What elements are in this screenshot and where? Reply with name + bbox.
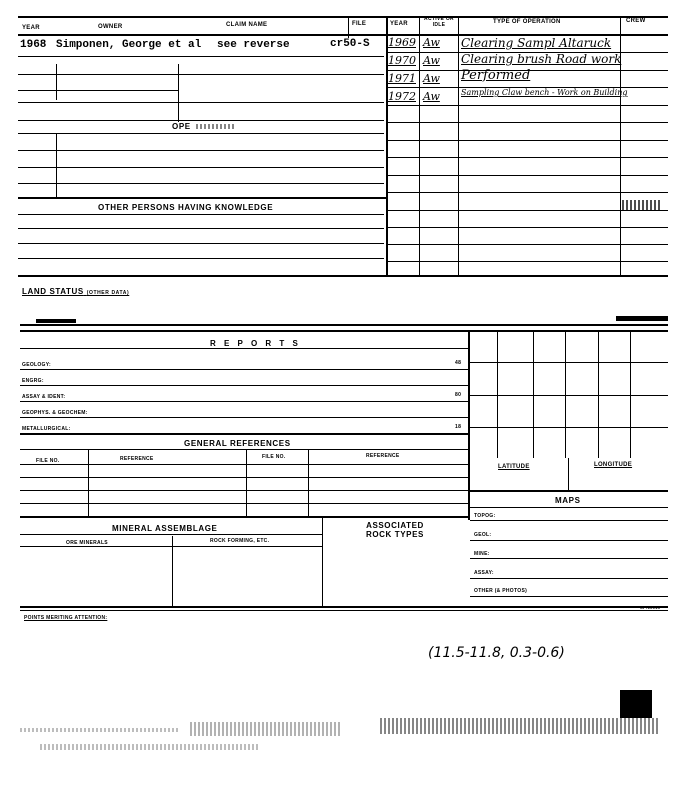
- land-status-sub: (OTHER DATA): [86, 290, 130, 296]
- operators-rule: [18, 150, 384, 151]
- other-persons-rule: [18, 214, 384, 215]
- scan-noise: [380, 718, 660, 734]
- report-engrg-label: ENGRG:: [22, 378, 44, 384]
- land-status-title: LAND STATUS: [22, 287, 84, 296]
- report-row-rule: [20, 417, 468, 418]
- mineral-right-divider: [322, 517, 323, 607]
- owner-row-rule: [18, 120, 384, 121]
- other-persons-rule: [18, 243, 384, 244]
- ref-col-divider: [88, 450, 89, 516]
- op-status-1: Aw: [423, 36, 440, 49]
- latitude-label: LATITUDE: [498, 464, 530, 470]
- reports-title: R E P O R T S: [210, 339, 301, 348]
- ref-header-rule: [20, 464, 468, 465]
- ref-col-reference-1: REFERENCE: [120, 456, 154, 462]
- rock-forming-label: ROCK FORMING, ETC.: [210, 538, 270, 544]
- header-year2: YEAR: [390, 21, 408, 27]
- report-metallurgical-num: 18: [455, 424, 462, 430]
- col-divider-status: [458, 18, 459, 276]
- top-rule: [18, 16, 668, 18]
- op-row-rule: [388, 210, 668, 211]
- ref-col-divider: [308, 450, 309, 516]
- bottom-form-rule: [20, 606, 668, 608]
- mineral-header-rule: [20, 546, 322, 547]
- grid-row: [470, 427, 668, 428]
- op-status-2: Aw: [423, 54, 440, 67]
- grid-col: [533, 330, 534, 458]
- owner-row-rule: [18, 56, 384, 57]
- ref-row-rule: [20, 477, 468, 478]
- owner-row-rule: [18, 90, 178, 91]
- smudge-left: [36, 319, 76, 323]
- op-row-rule: [388, 192, 668, 193]
- owner-row-rule: [18, 102, 384, 103]
- other-persons-label: OTHER PERSONS HAVING KNOWLEDGE: [98, 203, 274, 212]
- ref-row-rule: [20, 490, 468, 491]
- associated-rock-types-label: ASSOCIATED ROCK TYPES: [365, 521, 424, 539]
- smudge-crew: [622, 200, 662, 210]
- map-row-rule: [470, 540, 668, 541]
- report-geophys-label: GEOPHYS. & GEOCHEM:: [22, 410, 88, 416]
- report-assay-num: 80: [455, 392, 462, 398]
- land-status-label: [22, 287, 129, 296]
- operators-bottom-rule: [18, 197, 386, 199]
- scan-noise: [20, 728, 180, 732]
- col-divider-year: [419, 18, 420, 276]
- col-divider-file: [348, 18, 349, 38]
- grid-col: [565, 330, 566, 458]
- scan-blot: [620, 690, 652, 718]
- mineral-assemblage-title: MINERAL ASSEMBLAGE: [112, 524, 218, 533]
- entry-owner: Simponen, George et al: [56, 39, 202, 51]
- maps-title: MAPS: [555, 496, 581, 505]
- entry-claim-name: see reverse: [217, 39, 290, 51]
- other-persons-rule: [18, 258, 384, 259]
- op-row-rule: [388, 140, 668, 141]
- ref-bottom-rule: [20, 516, 468, 518]
- ref-col-file-no-1: FILE NO.: [36, 458, 60, 464]
- map-assay-label: ASSAY:: [474, 570, 494, 576]
- grid-row: [470, 362, 668, 363]
- owner-row-rule: [18, 74, 384, 75]
- scan-noise: [40, 744, 260, 750]
- general-references-title: GENERAL REFERENCES: [184, 439, 291, 448]
- op-status-4: Aw: [423, 90, 440, 103]
- reports-bottom-rule: [20, 433, 468, 435]
- scan-noise: [190, 722, 340, 736]
- operators-rule: [18, 167, 384, 168]
- op-year-4: 1972: [388, 90, 416, 103]
- ref-col-file-no-2: FILE NO.: [262, 454, 286, 460]
- op-row-rule: [388, 157, 668, 158]
- ref-row-rule: [20, 503, 468, 504]
- coordinates-note: (11.5-11.8, 0.3-0.6): [428, 645, 565, 661]
- latlong-divider: [568, 458, 569, 490]
- operators-rule: [18, 133, 384, 134]
- longitude-label: LONGITUDE: [594, 462, 633, 468]
- other-persons-rule: [18, 228, 384, 229]
- mineral-title-rule: [20, 534, 322, 535]
- header-active-or-idle: ACTIVE OR IDLE: [424, 16, 454, 28]
- map-row-rule: [470, 578, 668, 579]
- op-row-rule: [388, 105, 668, 106]
- header-file: FILE: [352, 21, 367, 27]
- land-status-rule: [20, 324, 668, 326]
- report-row-rule: [20, 369, 468, 370]
- op-status-3: Aw: [423, 72, 440, 85]
- header-year: YEAR: [22, 25, 40, 31]
- header-crew: CREW: [626, 18, 646, 24]
- entry-year: 1968: [20, 39, 47, 51]
- map-mine-label: MINE:: [474, 551, 490, 557]
- entry-file: cr50-S: [330, 38, 370, 50]
- operators-col-divider: [56, 134, 57, 198]
- report-assay-label: ASSAY & IDENT:: [22, 394, 66, 400]
- bottom-form-rule-2: [20, 610, 668, 611]
- report-geology-num: 48: [455, 360, 462, 366]
- map-row-rule: [470, 558, 668, 559]
- op-row-rule: [388, 52, 668, 53]
- ref-col-reference-2: REFERENCE: [366, 453, 400, 459]
- maps-title-rule: [470, 507, 668, 508]
- section-bottom-rule: [18, 275, 668, 277]
- op-row-rule: [388, 175, 668, 176]
- op-row-rule: [388, 87, 668, 88]
- op-row-rule: [388, 70, 668, 71]
- header-claim-name: CLAIM NAME: [226, 22, 268, 28]
- op-row-rule: [388, 122, 668, 123]
- grid-row: [470, 395, 668, 396]
- op-year-3: 1971: [388, 72, 416, 85]
- grid-col: [630, 330, 631, 458]
- map-geol-label: GEOL:: [474, 532, 492, 538]
- grid-col: [497, 330, 498, 458]
- smudge-operators: [196, 124, 236, 129]
- report-row-rule: [20, 401, 468, 402]
- op-type-2: Clearing brush Road work: [461, 52, 622, 66]
- map-row-rule: [470, 596, 668, 597]
- report-metallurgical-label: METALLURGICAL:: [22, 426, 71, 432]
- latlong-bottom-rule: [470, 490, 668, 492]
- owner-col-divider: [178, 64, 179, 122]
- map-other-label: OTHER (& PHOTOS): [474, 588, 528, 594]
- op-year-2: 1970: [388, 54, 416, 67]
- op-row-rule: [388, 244, 668, 245]
- owner-col-divider: [56, 64, 57, 100]
- op-year-1: 1969: [388, 36, 416, 49]
- report-row-rule: [20, 385, 468, 386]
- ref-col-divider: [246, 450, 247, 516]
- header-type-of-operation: TYPE OF OPERATION: [493, 19, 561, 25]
- op-row-rule: [388, 227, 668, 228]
- smudge-right: [616, 316, 668, 321]
- op-type-4: Sampling Claw bench - Work on Building: [461, 88, 628, 97]
- operators-label: OPE: [172, 122, 191, 131]
- header-owner: OWNER: [98, 24, 123, 30]
- grid-col: [598, 330, 599, 458]
- operators-rule: [18, 183, 384, 184]
- reports-title-rule: [20, 348, 468, 349]
- map-topog-label: TOPOG:: [474, 513, 496, 519]
- report-geology-label: GEOLOGY:: [22, 362, 51, 368]
- map-row-rule: [470, 520, 668, 521]
- op-row-rule: [388, 261, 668, 262]
- form-number: SP-10015: [640, 605, 661, 610]
- points-meriting-attention-label: POINTS MERITING ATTENTION:: [24, 615, 108, 621]
- ore-minerals-label: ORE MINERALS: [66, 540, 108, 546]
- op-type-1: Clearing Sampl Altaruck: [461, 36, 612, 50]
- op-type-3: Performed: [461, 68, 531, 83]
- reports-top-rule: [20, 330, 668, 332]
